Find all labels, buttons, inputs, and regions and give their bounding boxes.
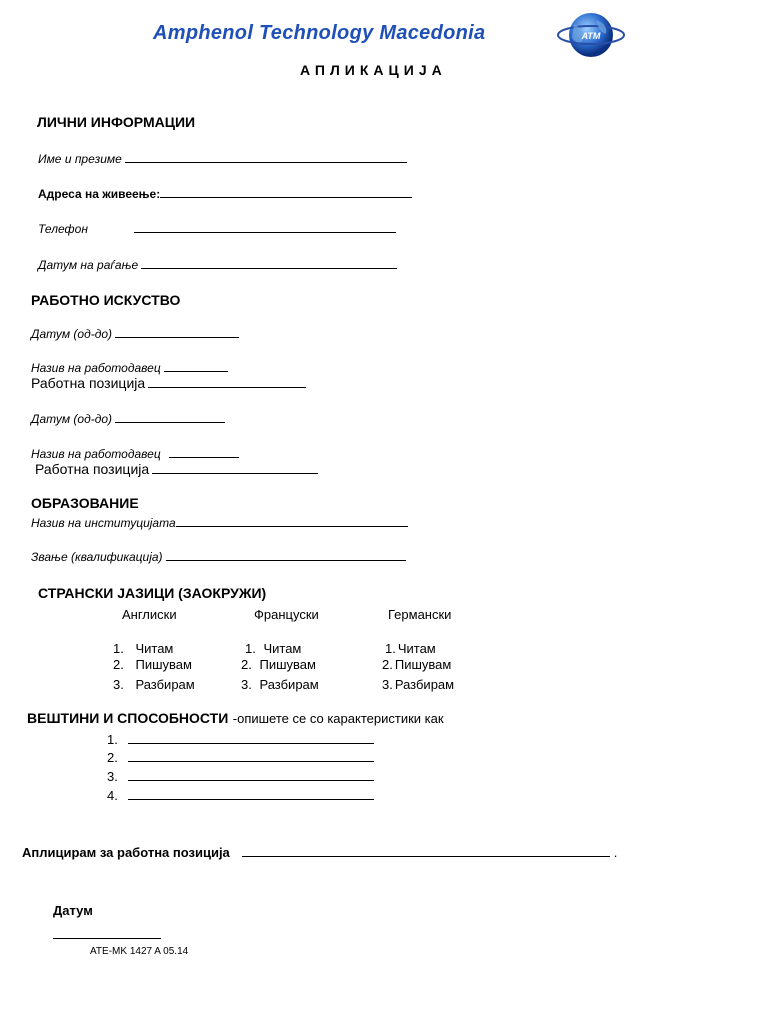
name-label: Име и презиме bbox=[38, 152, 122, 166]
phone-field[interactable] bbox=[38, 220, 396, 238]
address-line bbox=[160, 185, 412, 198]
qualification-line bbox=[166, 548, 406, 561]
birth-field[interactable] bbox=[38, 256, 397, 274]
lang-english-option-1[interactable]: 1. Читам bbox=[113, 641, 174, 656]
lang-english-option-2[interactable]: 2. Пишувам bbox=[113, 657, 192, 672]
employer2-label: Назив на работодавец bbox=[31, 447, 161, 461]
institution-line bbox=[176, 514, 408, 527]
lang-french-header: Француски bbox=[254, 607, 319, 622]
work-date2-label: Датум (од-до) bbox=[31, 412, 113, 426]
document-code: ATE-MK 1427 A 05.14 bbox=[90, 946, 189, 957]
lang-french-option-2[interactable]: 2. Пишувам bbox=[241, 657, 316, 672]
date-line bbox=[53, 926, 161, 939]
qualification-label: Звање (квалификација) bbox=[31, 550, 163, 564]
employer2-line bbox=[169, 445, 239, 458]
skill-line-1[interactable]: 1. bbox=[107, 731, 374, 747]
personal-heading: ЛИЧНИ ИНФОРМАЦИИ bbox=[37, 114, 196, 130]
work-date1-line bbox=[115, 325, 239, 338]
globe-logo-icon bbox=[556, 10, 626, 60]
apply-position-label: Аплицирам за работна позиција bbox=[22, 845, 230, 860]
apply-position-field[interactable]: Аплицирам за работна позиција . bbox=[22, 845, 618, 860]
page-title: АПЛИКАЦИЈА bbox=[300, 62, 447, 78]
position1-field[interactable] bbox=[31, 375, 306, 393]
lang-german-header: Германски bbox=[388, 607, 452, 622]
phone-label: Телефон bbox=[38, 222, 88, 236]
address-field[interactable] bbox=[38, 185, 412, 203]
skill-line-2[interactable]: 2. bbox=[107, 749, 374, 765]
position2-label: Работна позиција bbox=[35, 461, 150, 477]
work-date2-line bbox=[115, 410, 225, 423]
employer1-label: Назив на работодавец bbox=[31, 361, 161, 375]
name-field[interactable] bbox=[38, 150, 407, 168]
lang-french-option-1[interactable]: 1. Читам bbox=[245, 641, 302, 656]
name-line bbox=[125, 150, 407, 163]
skill-line-3[interactable]: 3. bbox=[107, 768, 374, 784]
work-date2-field[interactable] bbox=[31, 410, 225, 428]
work-date1-label: Датум (од-до) bbox=[31, 327, 113, 341]
skills-heading-row bbox=[27, 710, 444, 728]
position1-label: Работна позиција bbox=[31, 375, 146, 391]
position2-field[interactable] bbox=[35, 461, 318, 479]
logo-badge-text: ATM bbox=[581, 31, 601, 41]
work-heading: РАБОТНО ИСКУСТВО bbox=[31, 292, 181, 308]
lang-english-option-3[interactable]: 3. Разбирам bbox=[113, 677, 195, 692]
company-logo-text: Amphenol Technology Macedonia bbox=[153, 22, 486, 44]
position1-line bbox=[148, 375, 306, 388]
date-field[interactable] bbox=[53, 926, 161, 944]
lang-french-option-3[interactable]: 3. Разбирам bbox=[241, 677, 319, 692]
institution-label: Назив на институцијата bbox=[31, 516, 176, 530]
apply-position-line bbox=[242, 844, 610, 857]
date-label: Датум bbox=[53, 903, 93, 918]
employer1-line bbox=[164, 359, 228, 372]
birth-label: Датум на раѓање bbox=[38, 258, 139, 272]
institution-field[interactable] bbox=[31, 514, 408, 532]
education-heading: ОБРАЗОВАНИЕ bbox=[31, 495, 139, 511]
lang-english-header: Англиски bbox=[122, 607, 177, 622]
languages-heading: СТРАНСКИ ЈАЗИЦИ (ЗАОКРУЖИ) bbox=[38, 585, 267, 601]
birth-line bbox=[141, 256, 397, 269]
qualification-field[interactable] bbox=[31, 548, 406, 566]
phone-line bbox=[134, 220, 396, 233]
lang-german-option-3[interactable]: 3. Разбирам bbox=[382, 677, 455, 692]
position2-line bbox=[152, 461, 318, 474]
address-label: Адреса на живеење: bbox=[38, 187, 161, 201]
skill-line-4[interactable]: 4. bbox=[107, 787, 374, 803]
skills-note: -опишете се со карактеристики как bbox=[232, 711, 444, 726]
lang-german-option-2[interactable]: 2. Пишувам bbox=[382, 657, 452, 672]
lang-german-option-1[interactable]: 1. Читам bbox=[385, 641, 436, 656]
skills-heading: ВЕШТИНИ И СПОСОБНОСТИ bbox=[27, 710, 229, 726]
work-date1-field[interactable] bbox=[31, 325, 239, 343]
